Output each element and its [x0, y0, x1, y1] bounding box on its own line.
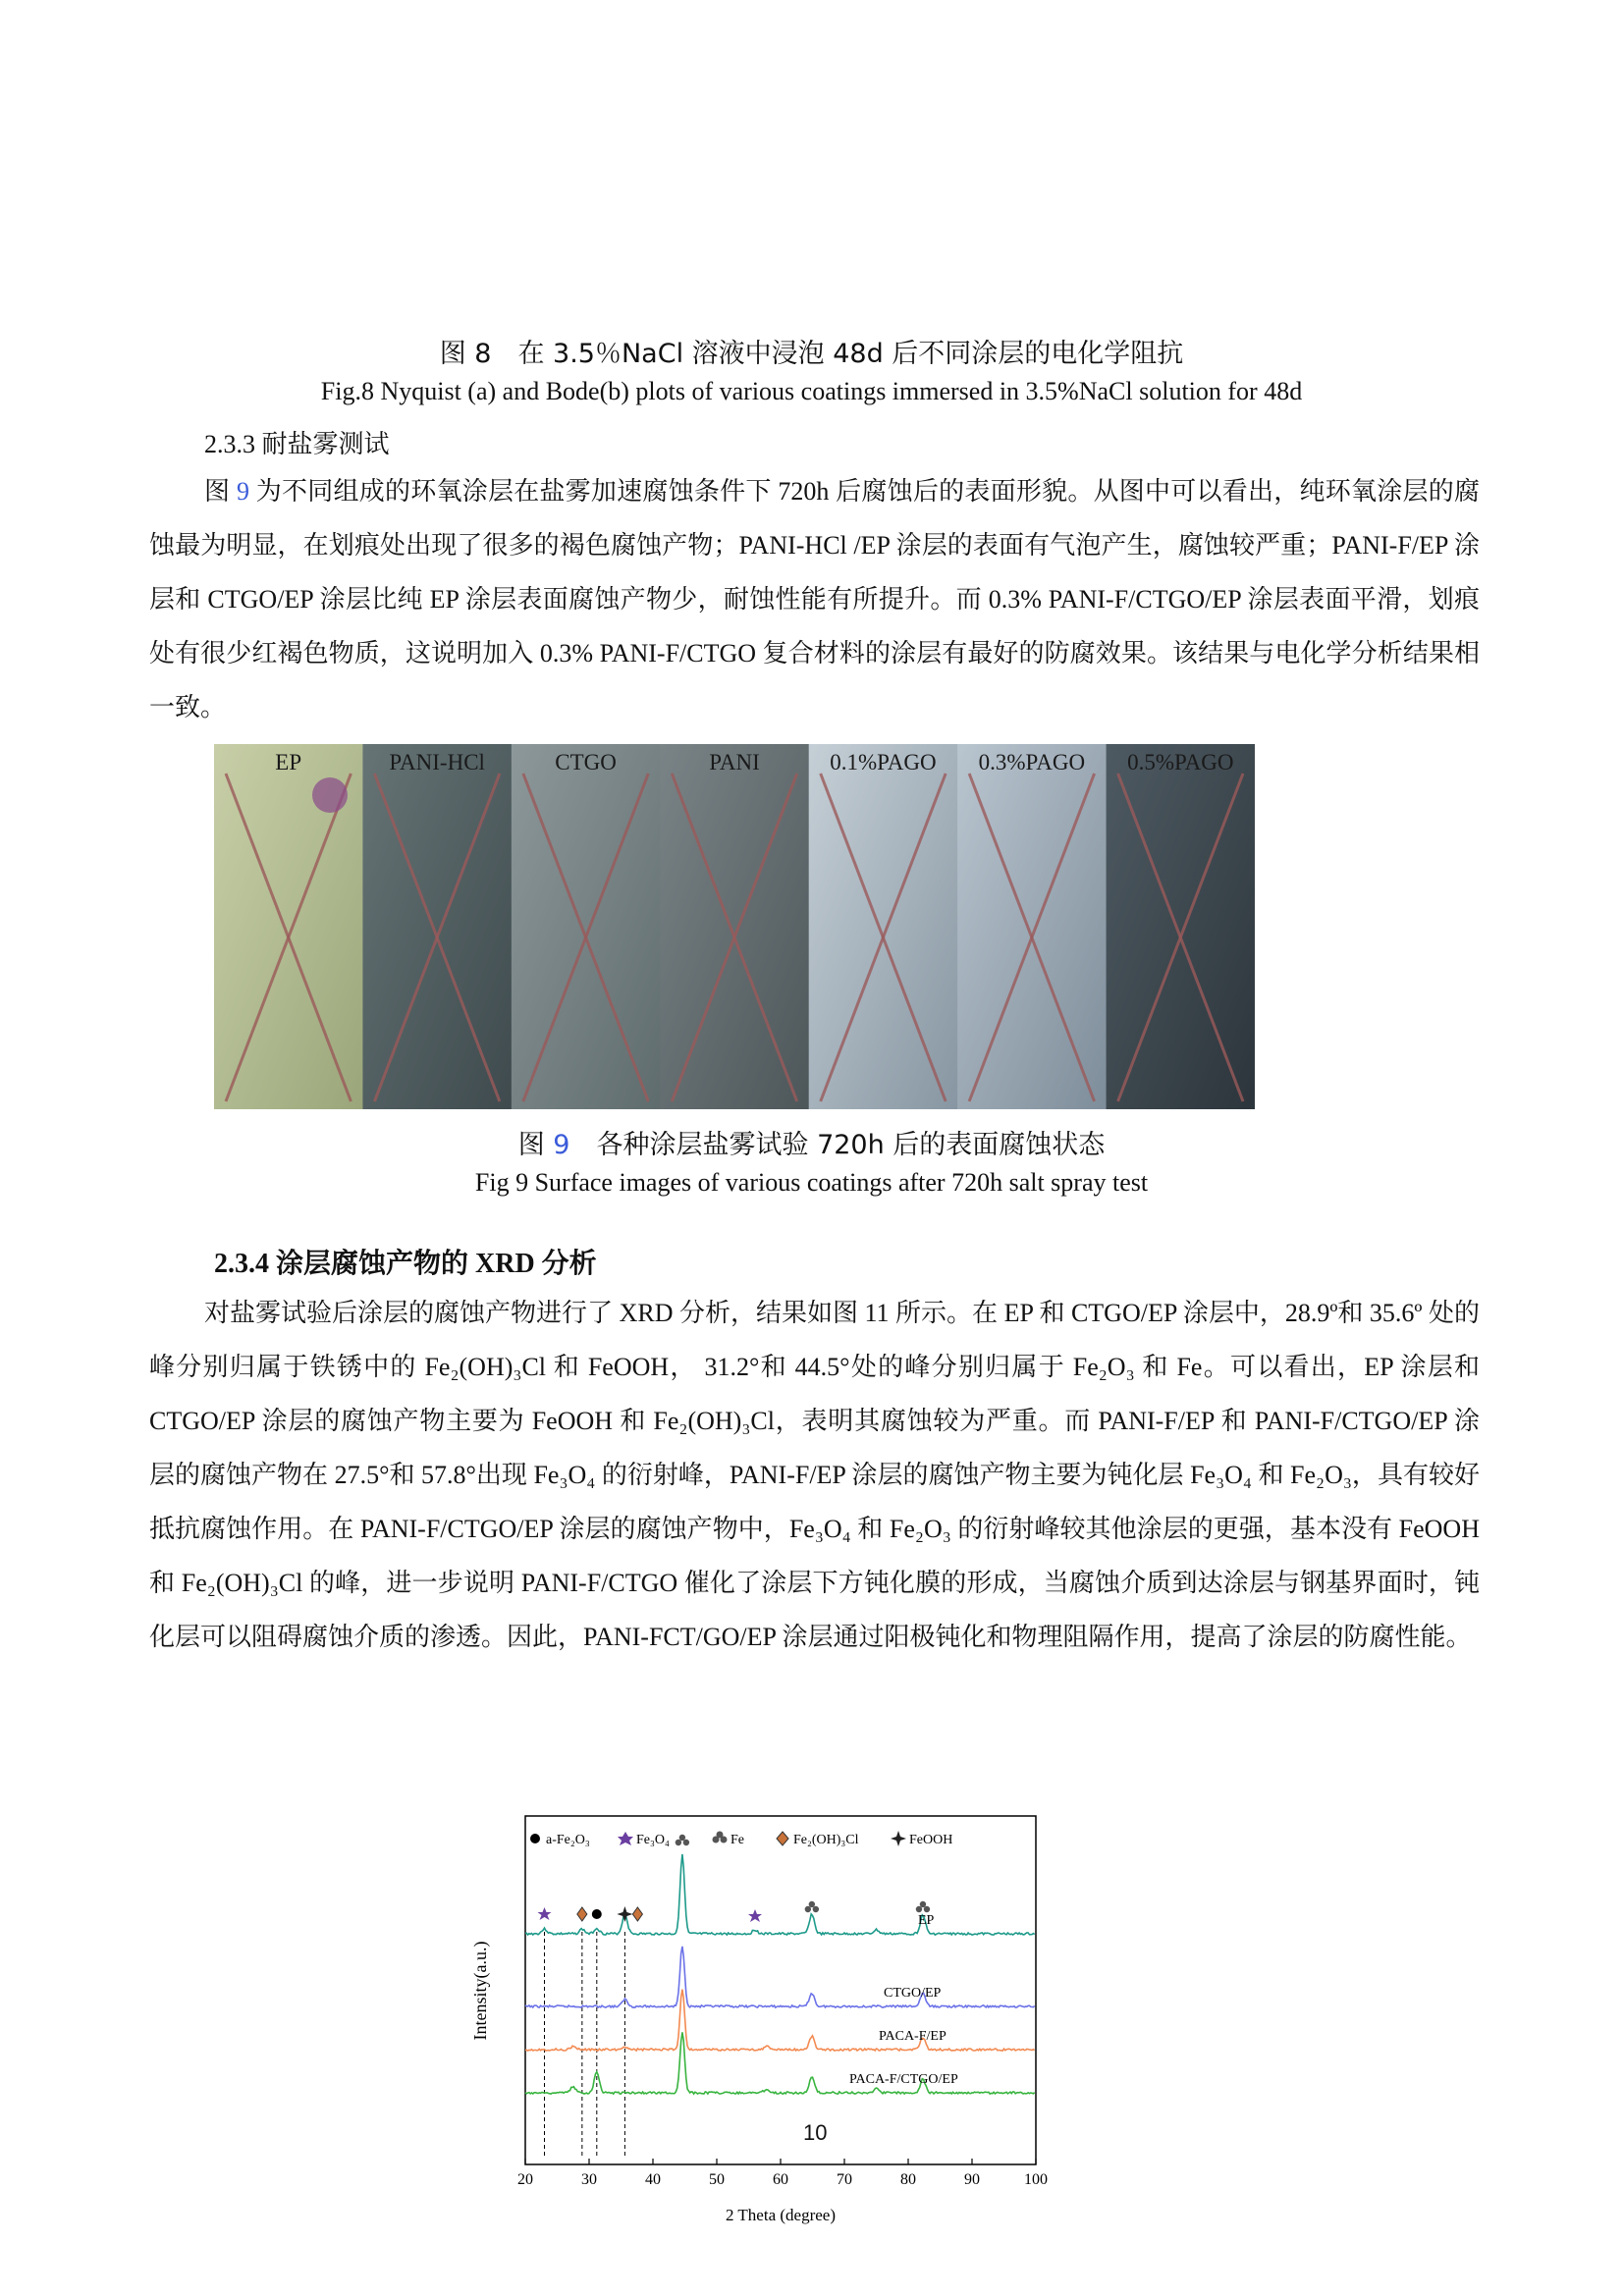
photo-panel-label: PANI-HCl	[389, 750, 485, 774]
peak-symbol	[592, 1909, 602, 1919]
section-heading-2-3-4: 2.3.4 涂层腐蚀产物的 XRD 分析	[214, 1249, 597, 1279]
xrd-text-8: 和	[850, 1515, 890, 1543]
section-heading-2-3-3: 2.3.3 耐盐雾测试	[204, 430, 390, 458]
photo-panel-label: 0.1%PAGO	[830, 750, 937, 774]
formula-fe3o4: Fe₃O₄	[788, 1515, 851, 1543]
formula-fe2oh3cl: Fe₂(OH)₃Cl	[424, 1353, 547, 1381]
peak-symbol	[676, 1835, 689, 1845]
x-tick-label: 90	[964, 2171, 980, 2188]
photo-panel-label: 0.3%PAGO	[978, 750, 1086, 774]
formula-fe2o3: Fe₂O₃	[1290, 1461, 1352, 1489]
xrd-text-1: 对盐雾试验后涂层的腐蚀产物进行了 XRD 分析，结果如图 11 所示。在 EP 和 CTGO/EP 涂层中，28.9º和 35.6º 处的峰分别归属于铁锈中的	[149, 1299, 1480, 1381]
xrd-text-10: 的峰，进一步说明 PANI-F/CTGO 催化了涂层下方钝化膜的形成，当腐蚀介质到达涂层与钢基界面时，钝化层可以阻碍腐蚀介质的渗透。因此，PANI-FCT/GO/EP 涂层通过阳极钝化和物理阻隔作用，提高了涂层的防腐性能。	[149, 1569, 1480, 1651]
peak-symbol	[805, 1901, 819, 1912]
xrd-text-9: 的衍射峰较其他涂层的更强，基本没有 FeOOH 和	[149, 1515, 1480, 1597]
xrd-text-3: 和 Fe。可以看出，EP 涂层和 CTGO/EP 涂层的腐蚀产物主要为 FeOOH 和	[149, 1353, 1480, 1435]
peak-symbol	[538, 1907, 552, 1920]
paragraph-salt-spray	[149, 464, 1480, 734]
x-tick-label: 80	[900, 2171, 916, 2188]
fig9-caption-body: 各种涂层盐雾试验 720h 后的表面腐蚀状态	[569, 1130, 1106, 1160]
x-tick-label: 100	[1024, 2171, 1048, 2188]
series-line	[525, 1990, 1035, 2052]
plot-frame	[525, 1816, 1036, 2164]
fig9-caption-lead: 图	[517, 1130, 545, 1160]
peak-symbol	[617, 1906, 632, 1922]
photo-panel	[1107, 744, 1255, 1109]
legend-label: Fe	[730, 1833, 744, 1847]
peak-symbol	[748, 1909, 762, 1922]
photo-panel	[214, 744, 363, 1109]
photo-panel-label: 0.5%PAGO	[1127, 750, 1234, 774]
series-label: EP	[918, 1913, 935, 1928]
fig9-caption-en: Fig 9 Surface images of various coatings after 720h salt spray test	[474, 1168, 1149, 1197]
fig9-caption-ref: 9	[553, 1130, 570, 1160]
legend-item	[530, 1833, 590, 1847]
photo-panel-label: PANI	[709, 750, 760, 774]
legend-label: a-Fe₂O₃	[546, 1833, 590, 1847]
legend-item	[713, 1832, 745, 1848]
x-tick-label: 20	[517, 2171, 533, 2188]
x-tick-label: 70	[837, 2171, 852, 2188]
xrd-text-4: ，表明其腐蚀较为严重。而 PANI-F/EP 和 PANI-F/CTGO/EP 涂层的腐蚀产物在 27.5°和 57.8°出现	[149, 1407, 1480, 1489]
peak-symbol	[577, 1907, 587, 1921]
legend-label: Fe₂(OH)₃Cl	[793, 1833, 859, 1847]
legend-item	[891, 1831, 952, 1847]
formula-fe3o4: Fe₃O₄	[1190, 1461, 1252, 1489]
series-label: CTGO/EP	[884, 1986, 942, 2001]
xrd-text-7: ，具有较好抵抗腐蚀作用。在 PANI-F/CTGO/EP 涂层的腐蚀产物中，	[149, 1461, 1480, 1543]
x-tick-label: 40	[645, 2171, 661, 2188]
y-axis-label: Intensity(a.u.)	[470, 1941, 490, 2041]
para-lead: 图	[204, 477, 231, 506]
fig9-caption-cn	[0, 1123, 1623, 1161]
formula-fe3o4: Fe₃O₄	[533, 1461, 596, 1489]
photo-panel	[957, 744, 1107, 1109]
legend-item	[618, 1832, 670, 1847]
xrd-text-6: 和	[1251, 1461, 1291, 1489]
formula-fe2oh3cl: Fe₂(OH)₃Cl	[181, 1569, 303, 1597]
fig8-caption-cn: 图 8 在 3.5％NaCl 溶液中浸泡 48d 后不同涂层的电化学阻抗	[439, 339, 1184, 369]
formula-fe2oh3cl: Fe₂(OH)₃Cl	[653, 1407, 775, 1435]
page-number: 10	[803, 2120, 828, 2145]
legend-item	[777, 1832, 859, 1847]
x-tick-label: 30	[581, 2171, 597, 2188]
peak-symbol	[632, 1907, 642, 1921]
para-body: 为不同组成的环氧涂层在盐雾加速腐蚀条件下 720h 后腐蚀后的表面形貌。从图中可以看出，纯环氧涂层的腐蚀最为明显，在划痕处出现了很多的褐色腐蚀产物；PANI-HCl /EP 涂层的表面有气泡产生，腐蚀较严重；PANI-F/EP 涂层和 CTGO/EP 涂层比纯 EP 涂层表面腐蚀产物少，耐蚀性能有所提升。而 0.3% PANI-F/CTGO/EP 涂层表面平滑，划痕处有很少红褐色物质，这说明加入 0.3% PANI-F/CTGO 复合材料的涂层有最好的防腐效果。该结果与电化学分析结果相一致。	[149, 477, 1480, 721]
series-line	[525, 1854, 1035, 1935]
xrd-text-5: 的衍射峰，PANI-F/EP 涂层的腐蚀产物主要为钝化层	[595, 1461, 1191, 1489]
legend-label: Fe₃O₄	[636, 1833, 670, 1847]
peak-symbol	[916, 1901, 930, 1912]
series-line	[525, 1947, 1035, 2007]
photo-panel	[512, 744, 661, 1109]
salt-spray-photo-strip	[214, 744, 1255, 1109]
x-tick-label: 60	[773, 2171, 788, 2188]
series-label: PACA-F/EP	[879, 2029, 947, 2044]
photo-panel	[362, 744, 512, 1109]
series-label: PACA-F/CTGO/EP	[849, 2072, 958, 2087]
formula-fe2o3: Fe₂O₃	[1072, 1353, 1135, 1381]
xrd-chart	[437, 1806, 1065, 2238]
xrd-text-2: 和 FeOOH， 31.2°和 44.5°处的峰分别归属于	[546, 1353, 1073, 1381]
photo-panel	[660, 744, 809, 1109]
paragraph-xrd	[149, 1286, 1480, 1664]
formula-fe2o3: Fe₂O₃	[889, 1515, 951, 1543]
photo-panel-label: EP	[275, 750, 302, 774]
figure-ref-9[interactable]: 9	[237, 477, 249, 506]
x-tick-label: 50	[709, 2171, 725, 2188]
photo-panel	[809, 744, 958, 1109]
series-line	[525, 2032, 1035, 2094]
x-axis-label: 2 Theta (degree)	[725, 2206, 837, 2224]
fig8-caption-en: Fig.8 Nyquist (a) and Bode(b) plots of various coatings immersed in 3.5%NaCl solution for 48d	[320, 377, 1303, 405]
photo-panel-label: CTGO	[555, 750, 617, 774]
legend-label: FeOOH	[909, 1833, 953, 1847]
